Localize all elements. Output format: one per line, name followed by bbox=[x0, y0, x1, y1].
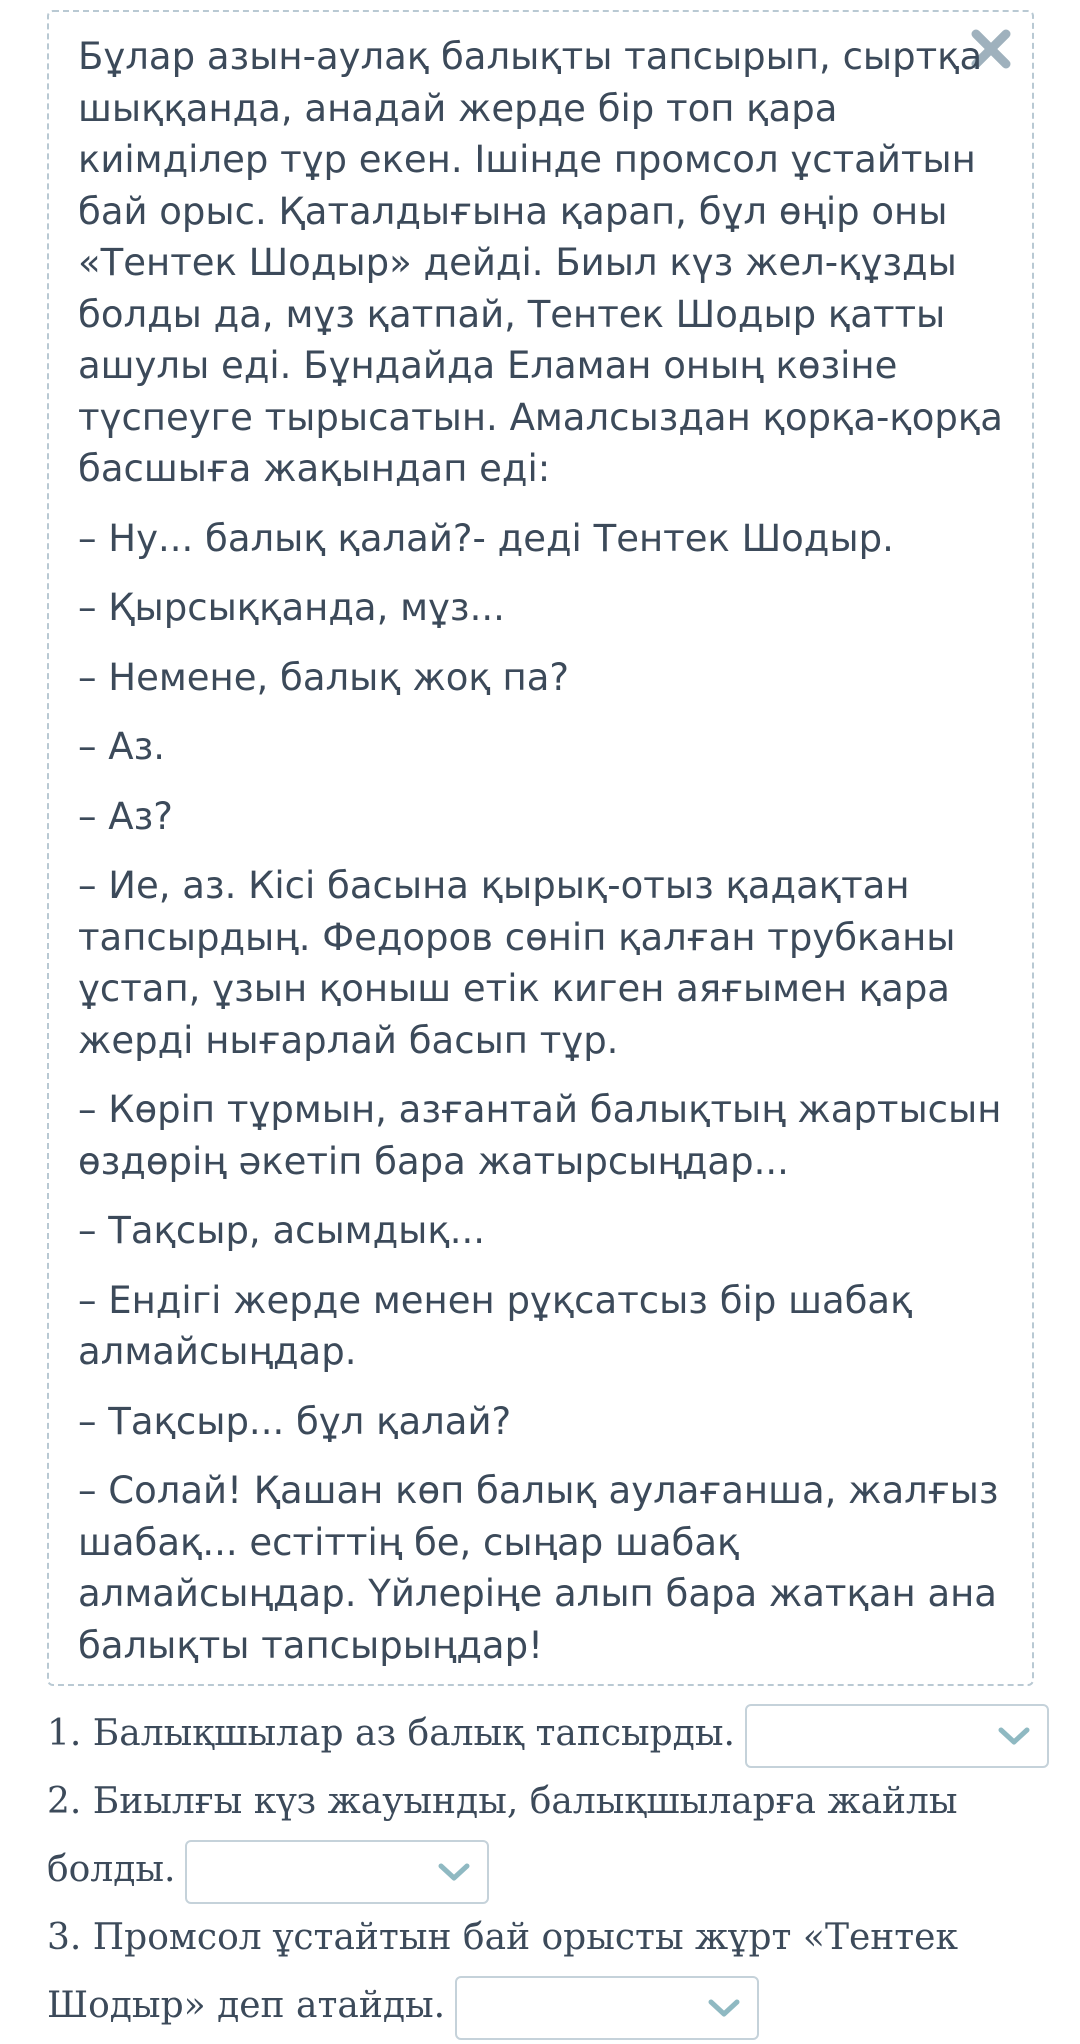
question-2-text-end: болды. bbox=[47, 1849, 176, 1890]
answer-dropdown-2[interactable] bbox=[185, 1840, 489, 1904]
passage-paragraph: – Тақсыр... бұл қалай? bbox=[78, 1399, 512, 1443]
passage-paragraph: – Аз? bbox=[78, 794, 173, 838]
chevron-down-icon bbox=[997, 1726, 1031, 1746]
question-2-continued bbox=[47, 1836, 1037, 1904]
passage-paragraph: – Қырсыққанда, мұз... bbox=[78, 586, 505, 629]
answer-dropdown-3[interactable] bbox=[455, 1976, 759, 2040]
question-list bbox=[47, 1700, 1037, 2040]
question-2-text: 2. Биылғы күз жауынды, балықшыларға жайлы bbox=[47, 1781, 958, 1822]
question-2 bbox=[47, 1768, 1037, 1836]
passage-paragraph: – Аз. bbox=[78, 725, 166, 768]
question-3-continued bbox=[47, 1972, 1037, 2040]
passage-text bbox=[78, 31, 1008, 1689]
question-1 bbox=[47, 1700, 1037, 1768]
passage-paragraph: – Немене, балық жоқ па? bbox=[78, 655, 570, 699]
chevron-down-icon bbox=[707, 1998, 741, 2018]
passage-paragraph: – Ие, аз. Кісі басына қырық-отыз қадақтан тапсырдың. Федоров сөніп қалған трубканы ұстап, ұзын қоныш етік киген аяғымен қара жерді нығарлай басып тұр. bbox=[78, 864, 956, 1062]
passage-paragraph: – Ендігі жерде менен рұқсатсыз бір шабақ алмайсыңдар. bbox=[78, 1278, 913, 1373]
passage-paragraph: – Солай! Қашан көп балық аулағанша, жалғыз шабақ... естіттің бе, сыңар шабақ алмайсыңдар. Үйлеріңе алып бара жатқан ана балықты тапсырыңдар! bbox=[78, 1469, 999, 1667]
passage-paragraph: – Көріп тұрмын, азғантай балықтың жартысын өздөрің әкетіп бара жатырсыңдар... bbox=[78, 1088, 1002, 1183]
reading-passage-panel bbox=[47, 10, 1034, 1686]
answer-dropdown-1[interactable] bbox=[745, 1704, 1049, 1768]
passage-paragraph: – Ну... балық қалай?- деді Тентек Шодыр. bbox=[78, 516, 894, 560]
question-3-text-end: Шодыр» деп атайды. bbox=[47, 1985, 446, 2026]
question-1-text: 1. Балықшылар аз балық тапсырды. bbox=[47, 1713, 735, 1754]
passage-paragraph: – Тақсыр, асымдық... bbox=[78, 1209, 486, 1252]
passage-paragraph: Бұлар азын-аулақ балықты тапсырып, сыртқа шыққанда, анадай жерде бір топ қара киімділер тұр екен. Ішінде промсол ұстайтын бай орыс. Қаталдығына қарап, бұл өңір оны «Тентек Шодыр» дейді. Биыл күз жел-құзды болды да, мұз қатпай, Тентек Шодыр қатты ашулы еді. Бұндайда Еламан оның көзіне түспеуге тырысатын. Амалсыздан қорқа-қорқа басшыға жақындап еді: bbox=[78, 35, 1003, 490]
question-3-text: 3. Промсол ұстайтын бай орысты жұрт «Тентек bbox=[47, 1917, 958, 1958]
question-3 bbox=[47, 1904, 1037, 1972]
chevron-down-icon bbox=[437, 1862, 471, 1882]
